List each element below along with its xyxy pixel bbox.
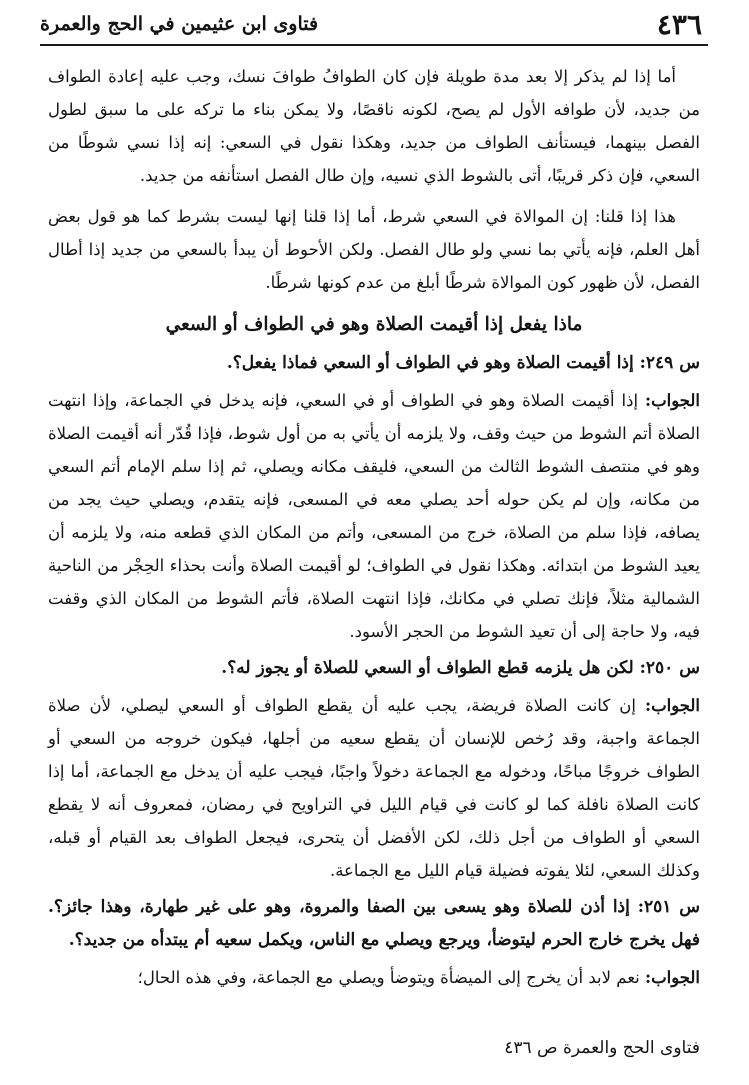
page-body [48, 60, 700, 1000]
question-249: س ٢٤٩: إذا أقيمت الصلاة وهو في الطواف أو السعي فماذا يفعل؟. [226, 353, 700, 373]
header-rule [40, 44, 708, 46]
intro-paragraph-2: هذا إذا قلنا: إن الموالاة في السعي شرط، أما إذا قلنا إنها ليست بشرط كما هو قول بعض أهل العلم، فإنه يأتي بما نسي ولو طال الفصل. ولكن الأحوط أن يبدأ بالسعي من جديد إذا أطال الفصل، لأن ظهور كون الموالاة شرطًا أبلغ من عدم كونها شرطًا. [48, 207, 700, 292]
answer-label: الجواب: [645, 391, 700, 410]
answer-label: الجواب: [645, 968, 700, 987]
question-250: س ٢٥٠: لكن هل يلزمه قطع الطواف أو السعي للصلاة أو يجوز له؟. [221, 658, 700, 678]
page-footer: فتاوى الحج والعمرة ص ٤٣٦ [504, 1038, 700, 1058]
answer-249 [48, 384, 700, 648]
answer-text: إذا أقيمت الصلاة وهو في الطواف أو في السعي، فإنه يدخل في الجماعة، وإذا انتهت الصلاة أتم الشوط من حيث وقف، ولا يلزمه أن يأتي به من أول شوط، فإذا قُدّر أنه أقيمت الصلاة وهو في منتصف الشوط الثالث من السعي، فليقف مكانه ويصلي، ثم إذا سلم الإمام أتم السعي من مكانه، وإن لم يكن حوله أحد يصلي معه في المسعى، فإنه يتقدم، ويصلي حيث يجد من يصافه، فإذا سلم من الصلاة، خرج من المسعى، وأتم من المكان الذي قطعه منه، ولا يلزمه أن يعيد الشوط من ابتدائه. وهكذا نقول في الطواف؛ لو أقيمت الصلاة وأنت بحذاء الحِجْر من الناحية الشمالية مثلاً، فإنك تصلي في مكانك، فإذا انتهت الصلاة، فأتم الشوط من المكان الذي وقفت فيه، ولا حاجة إلى أن تعيد الشوط من الحجر الأسود. [48, 391, 700, 641]
answer-label: الجواب: [645, 696, 700, 715]
page-header [40, 6, 702, 42]
section-heading: ماذا يفعل إذا أقيمت الصلاة وهو في الطواف أو السعي [165, 314, 583, 335]
answer-251 [48, 961, 700, 994]
intro-paragraph-1: أما إذا لم يذكر إلا بعد مدة طويلة فإن كان الطوافُ طوافَ نسك، وجب عليه إعادة الطواف من جديد، لأن طوافه الأول لم يصح، لكونه ناقصًا، ولا يمكن بناء ما تركه على ما سبق لطول الفصل بينهما، فيستأنف الطواف من جديد، وهكذا نقول في السعي: إنه إذا نسي شوطًا من السعي، فإن ذكر قريبًا، أتى بالشوط الذي نسيه، وإن طال الفصل استأنفه من جديد. [48, 67, 700, 185]
answer-text: إن كانت الصلاة فريضة، يجب عليه أن يقطع الطواف أو السعي ليصلي، لأن صلاة الجماعة واجبة، وقد رُخص للإنسان أن يقطع سعيه من أجلها، فيكون خروجه من السعي أو الطواف خروجًا مباحًا، ودخوله مع الجماعة دخولاً واجبًا، فيجب عليه أن يدخل مع الجماعة، أما إذا كانت الصلاة نافلة كما لو كانت في قيام الليل في التراويح في رمضان، فمعروف أنه لا يقطع السعي أو الطواف من أجل ذلك، لكن الأفضل أن يتحرى، فيجعل الطواف بعد القيام أو قبله، وكذلك السعي، لئلا يفوته فضيلة قيام الليل مع الجماعة. [48, 696, 700, 880]
answer-text: نعم لابد أن يخرج إلى الميضأة ويتوضأ ويصلي مع الجماعة، وفي هذه الحال؛ [137, 968, 645, 987]
page-number: ٤٣٦ [656, 7, 702, 41]
question-251: س ٢٥١: إذا أذن للصلاة وهو يسعى بين الصفا والمروة، وهو على غير طهارة، وهذا جائز؟. فهل يخرج خارج الحرم ليتوضأ، ويرجع ويصلي مع الناس، ويكمل سعيه أم يبتدأه من جديد؟. [48, 897, 700, 950]
answer-250 [48, 689, 700, 887]
running-title: فتاوى ابن عثيمين في الحج والعمرة [40, 13, 319, 35]
